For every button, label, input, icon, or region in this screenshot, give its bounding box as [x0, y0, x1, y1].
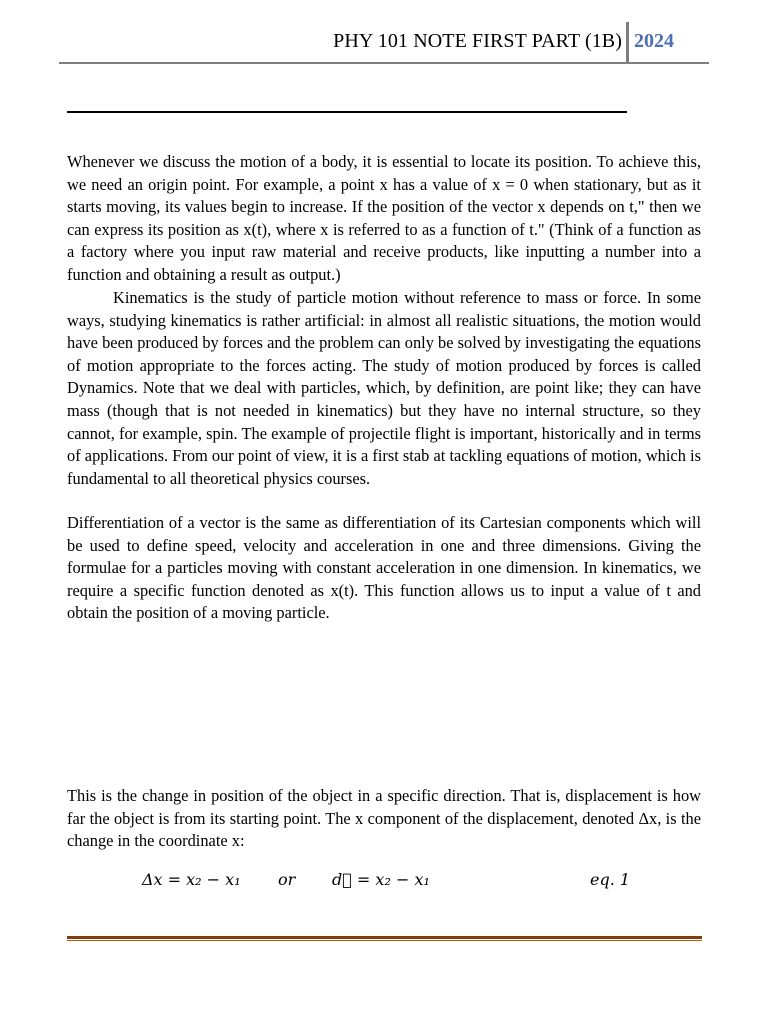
equation-1 [0, 870, 768, 898]
header-rule [59, 62, 709, 64]
paragraph-displacement: This is the change in position of the object in a specific direction. That is, displacement is how far the object is from its starting point. The x component of the displacement, denoted Δx, is the change in the coordinate x: [67, 786, 701, 851]
equation-d-vector: d⃗ = x₂ − x₁ [332, 870, 430, 889]
paragraph-position: Whenever we discuss the motion of a body, it is essential to locate its position. To achieve this, we need an origin point. For example, a point x has a value of x = 0 when stationary, but as it starts moving, its values begin to increase. If the position of the vector x depends on t," then we can express its position as x(t), where x is referred to as a function of t." (Think of a function as a factory where you input raw material and receive products, like inputting a number into a function and obtaining a result as output.) [67, 152, 701, 284]
equation-delta-x: Δx = x₂ − x₁ [142, 870, 241, 889]
equation-or: or [278, 870, 296, 889]
header-year: 2024 [634, 30, 674, 52]
paragraph-differentiation: Differentiation of a vector is the same as differentiation of its Cartesian components which will be used to define speed, velocity and acceleration in one and three dimensions. Giving the formulae for a particles moving with constant acceleration in one dimension. In kinematics, we require a specific function denoted as x(t). This function allows us to input a value of t and obtain the position of a moving particle. [67, 513, 701, 623]
footer-rule-thin [67, 940, 702, 941]
footer-rule [67, 936, 702, 939]
header-divider [626, 22, 629, 64]
section-rule [67, 111, 627, 113]
paragraph-kinematics: Kinematics is the study of particle motion without reference to mass or force. In some ways, studying kinematics is rather artificial: in almost all realistic situations, the motion would have been produced by forces and the problem can only be solved by investigating the equations of motion appropriate to the forces acting. The study of motion produced by forces is called Dynamics. Note that we deal with particles, which, by definition, are point like; they can have mass (though that is not needed in kinematics) but they have no internal structure, so they cannot, for example, spin. The example of projectile flight is important, historically and in terms of applications. From our point of view, it is a first stab at tackling equations of motion, which is fundamental to all theoretical physics courses. [67, 288, 701, 488]
header-title: PHY 101 NOTE FIRST PART (1B) [333, 30, 622, 52]
page-header [0, 0, 768, 64]
equation-number: eq. 1 [590, 870, 631, 889]
